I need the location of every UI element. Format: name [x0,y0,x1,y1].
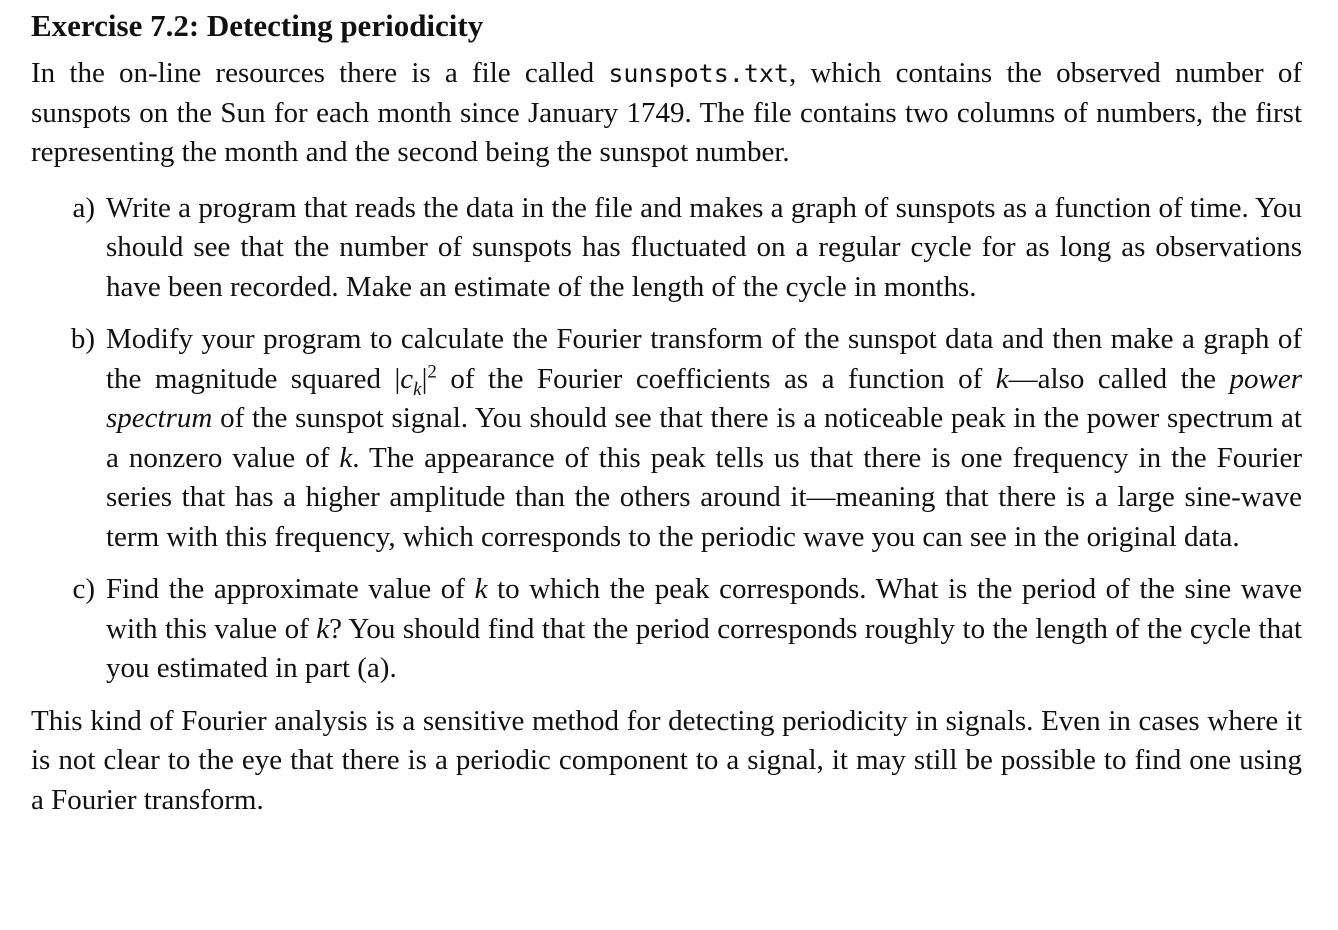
math-k: k [339,441,353,474]
math-squared: 2 [427,360,437,382]
part-b-text [106,320,1302,557]
power-spectrum-emphasis: power spectrum [106,362,1302,434]
math-k: k [995,362,1009,395]
part-c [31,570,1302,689]
part-b [31,320,1302,557]
intro-text-1: In the on-line resources there is a file called [31,57,609,89]
math-c: c [400,362,414,395]
math-k: k [316,612,330,645]
abs-open: | [394,362,401,395]
ck-squared-math [394,360,437,400]
part-a-label: a) [72,191,95,224]
part-c-text-1: Find the approximate value of [106,573,475,605]
filename: sunspots.txt [608,59,789,88]
intro-text-2: , which contains the observed number of sunspots on the Sun for each month since January 1749. The file contains two columns of numbers, the first representing the month and the second being the sunspot number. [31,57,1302,168]
part-a [31,189,1302,308]
part-b-text-2: of the Fourier coefficients as a function of [436,362,996,395]
intro-paragraph [31,54,1302,173]
part-b-text-4: of the sunspot signal. You should see that there is a noticeable peak in the power spectrum at a nonzero value of [106,402,1302,474]
part-b-text-5: . The appearance of this peak tells us that there is one frequency in the Fourier series that has a higher amplitude than the others around it—meaning that there is a large sine-wave term with this frequency, which corresponds to the periodic wave you can see in the original data. [106,441,1302,553]
math-k-subscript: k [413,378,422,400]
part-c-text [106,570,1302,689]
part-a-text: Write a program that reads the data in the file and makes a graph of sunspots as a function of time. You should see that the number of sunspots has fluctuated on a regular cycle for as long as observations have been recorded. Make an estimate of the length of the cycle in months. [106,191,1302,303]
part-b-label: b) [70,323,95,355]
closing-paragraph: This kind of Fourier analysis is a sensitive method for detecting periodicity in signals. Even in cases where it is not clear to the eye that there is a periodic component to a signal, it may still be possible to find one using a Fourier transform. [31,704,1302,816]
part-c-label: c) [72,573,95,605]
exercise-document [31,6,1302,820]
part-b-text-3: —also called the [1008,362,1230,395]
part-c-text-3: ? You should find that the period corresponds roughly to the length of the cycle that you estimated in part (a). [106,612,1303,684]
part-b-text-1: Modify your program to calculate the Fourier transform of the sunspot data and then make a graph of the magnitude squared [106,323,1302,395]
part-c-text-2: to which the peak corresponds. What is the period of the sine wave with this value of [106,573,1302,645]
math-k: k [474,573,488,605]
abs-close: | [421,362,428,395]
exercise-title: Exercise 7.2: Detecting periodicity [31,8,484,43]
